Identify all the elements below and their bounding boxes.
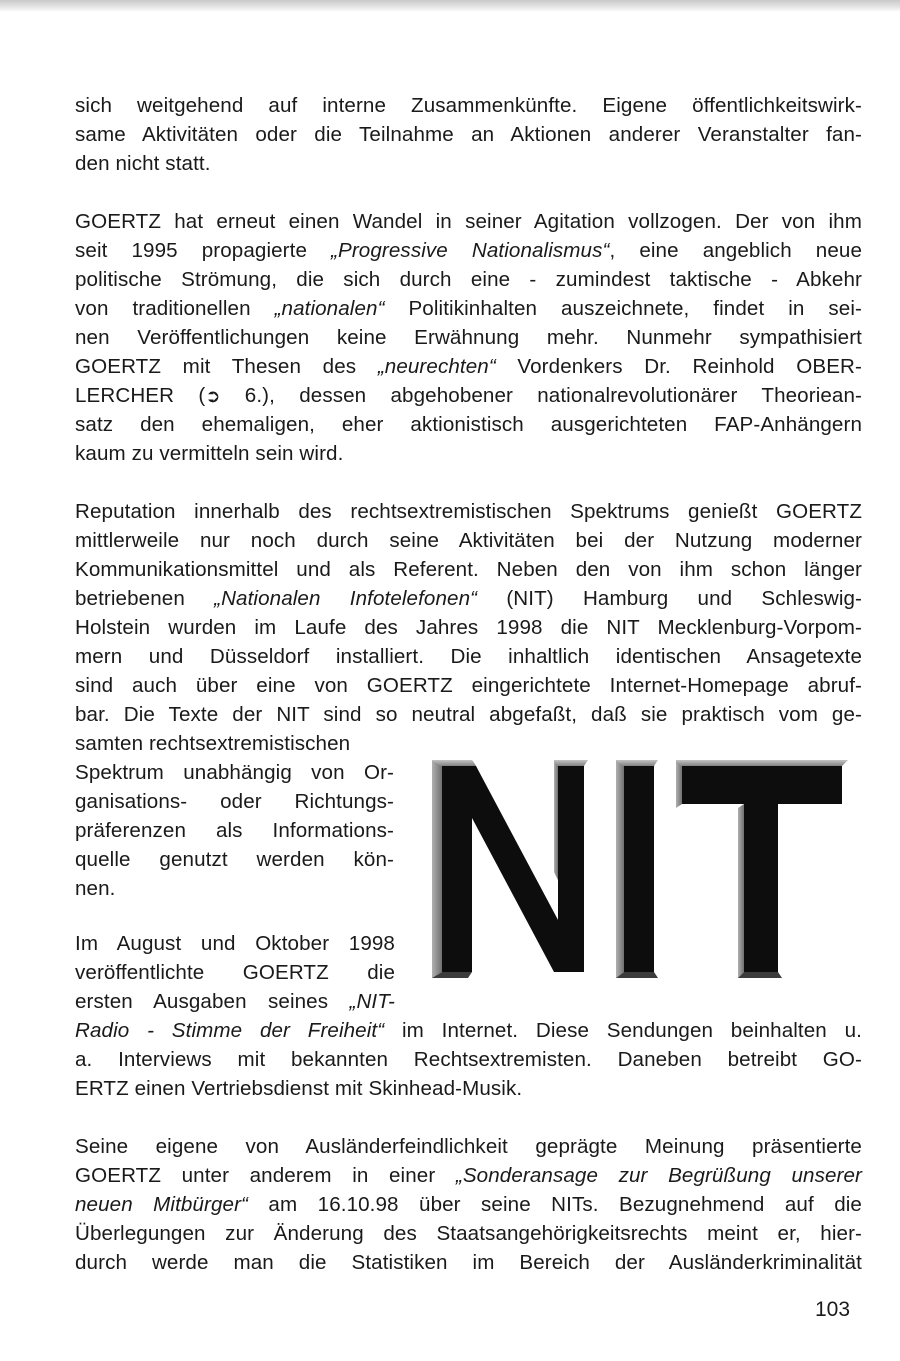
text-line: betriebenen „Nationalen Infotelefonen“ (NIT) Hamburg und Schleswig- [75,587,863,610]
italic-term: neuen Mitbürger“ [75,1193,249,1216]
nit-logo [418,760,854,978]
text-line: sich weitgehend auf interne Zusammenkünfte. Eigene öffentlichkeitswirk- [75,94,862,117]
text-line: kaum zu vermitteln sein wird. [75,442,344,465]
logo-i-face [624,766,654,972]
text-line: Holstein wurden im Laufe des Jahres 1998 die NIT Mecklenburg-Vorpom- [75,616,862,639]
text-line: Im August und Oktober 1998 [75,932,395,955]
text-line: ERTZ einen Vertriebsdienst mit Skinhead-Musik. [75,1077,523,1100]
text-line: sind auch über eine von GOERTZ eingerichtete Internet-Homepage abruf- [75,674,862,697]
text-line: Radio - Stimme der Freiheit“ im Internet. Diese Sendungen beinhalten u. [75,1019,862,1042]
text-line: ersten Ausgaben seines „NIT- [75,990,395,1013]
text-line: satz den ehemaligen, eher aktionistisch ausgerichteten FAP-Anhängern [75,413,862,436]
text-line: von traditionellen „nationalen“ Politikinhalten auszeichnete, findet in sei- [75,297,862,320]
text-line: samten rechtsextremistischen [75,732,351,755]
text-line: quelle genutzt werden kön- [75,848,394,871]
text-line: same Aktivitäten oder die Teilnahme an Aktionen anderer Veranstalter fan- [75,123,862,146]
text-line: neuen Mitbürger“ am 16.10.98 über seine NITs. Bezugnehmend auf die [75,1193,862,1216]
logo-letter-i [616,760,658,978]
text-line: Seine eigene von Ausländerfeindlichkeit geprägte Meinung präsentierte [75,1135,862,1158]
text-line: seit 1995 propagierte „Progressive Nationalismus“, eine angeblich neue [75,239,862,262]
italic-term: „Sonderansage zur Begrüßung unserer [455,1164,862,1187]
text-line: GOERTZ unter anderem in einer „Sonderansage zur Begrüßung unserer [75,1164,862,1187]
text-line: LERCHER (➲ 6.), dessen abgehobener nationalrevolutionärer Theoriean- [75,384,862,407]
italic-term: „neurechten“ [377,355,496,378]
page-number: 103 [815,1298,851,1321]
text-line: den nicht statt. [75,152,211,175]
scan-top-edge [0,0,900,12]
cross-reference-arrow-icon: ➲ [205,386,221,407]
text-line: bar. Die Texte der NIT sind so neutral abgefaßt, daß sie praktisch vom ge- [75,703,862,726]
text-line: GOERTZ hat erneut einen Wandel in seiner Agitation vollzogen. Der von ihm [75,210,862,233]
logo-letter-n [432,760,588,978]
text-line: Spektrum unabhängig von Or- [75,761,394,784]
text-line: durch werde man die Statistiken im Bereich der Ausländerkriminalität [75,1251,862,1274]
text-line: nen Veröffentlichungen keine Erwähnung mehr. Nunmehr sympathisiert [75,326,862,349]
text-line: ganisations- oder Richtungs- [75,790,394,813]
text-line: Reputation innerhalb des rechtsextremistischen Spektrums genießt GOERTZ [75,500,862,523]
text-line: präferenzen als Informations- [75,819,394,842]
italic-term: Radio - Stimme der Freiheit“ [75,1019,385,1042]
italic-term: „NIT- [349,990,395,1013]
text-line: Überlegungen zur Änderung des Staatsangehörigkeitsrechts meint er, hier- [75,1222,862,1245]
text-line: a. Interviews mit bekannten Rechtsextremisten. Daneben betreibt GO- [75,1048,862,1071]
text-line: mittlerweile nur noch durch seine Aktivitäten bei der Nutzung moderner [75,529,862,552]
text-line: nen. [75,877,116,900]
text-line: politische Strömung, die sich durch eine - zumindest taktische - Abkehr [75,268,862,291]
logo-letter-t [676,760,848,978]
text-line: GOERTZ mit Thesen des „neurechten“ Vordenkers Dr. Reinhold OBER- [75,355,862,378]
logo-t-face [682,766,842,972]
logo-n-face [442,766,584,972]
text-line: Kommunikationsmittel und als Referent. Neben den von ihm schon länger [75,558,862,581]
italic-term: „Nationalen Infotelefonen“ [214,587,478,610]
text-line: mern und Düsseldorf installiert. Die inhaltlich identischen Ansagetexte [75,645,862,668]
text-line: veröffentlichte GOERTZ die [75,961,395,984]
italic-term: „nationalen“ [274,297,385,320]
italic-term: „Progressive Nationalismus“ [331,239,610,262]
